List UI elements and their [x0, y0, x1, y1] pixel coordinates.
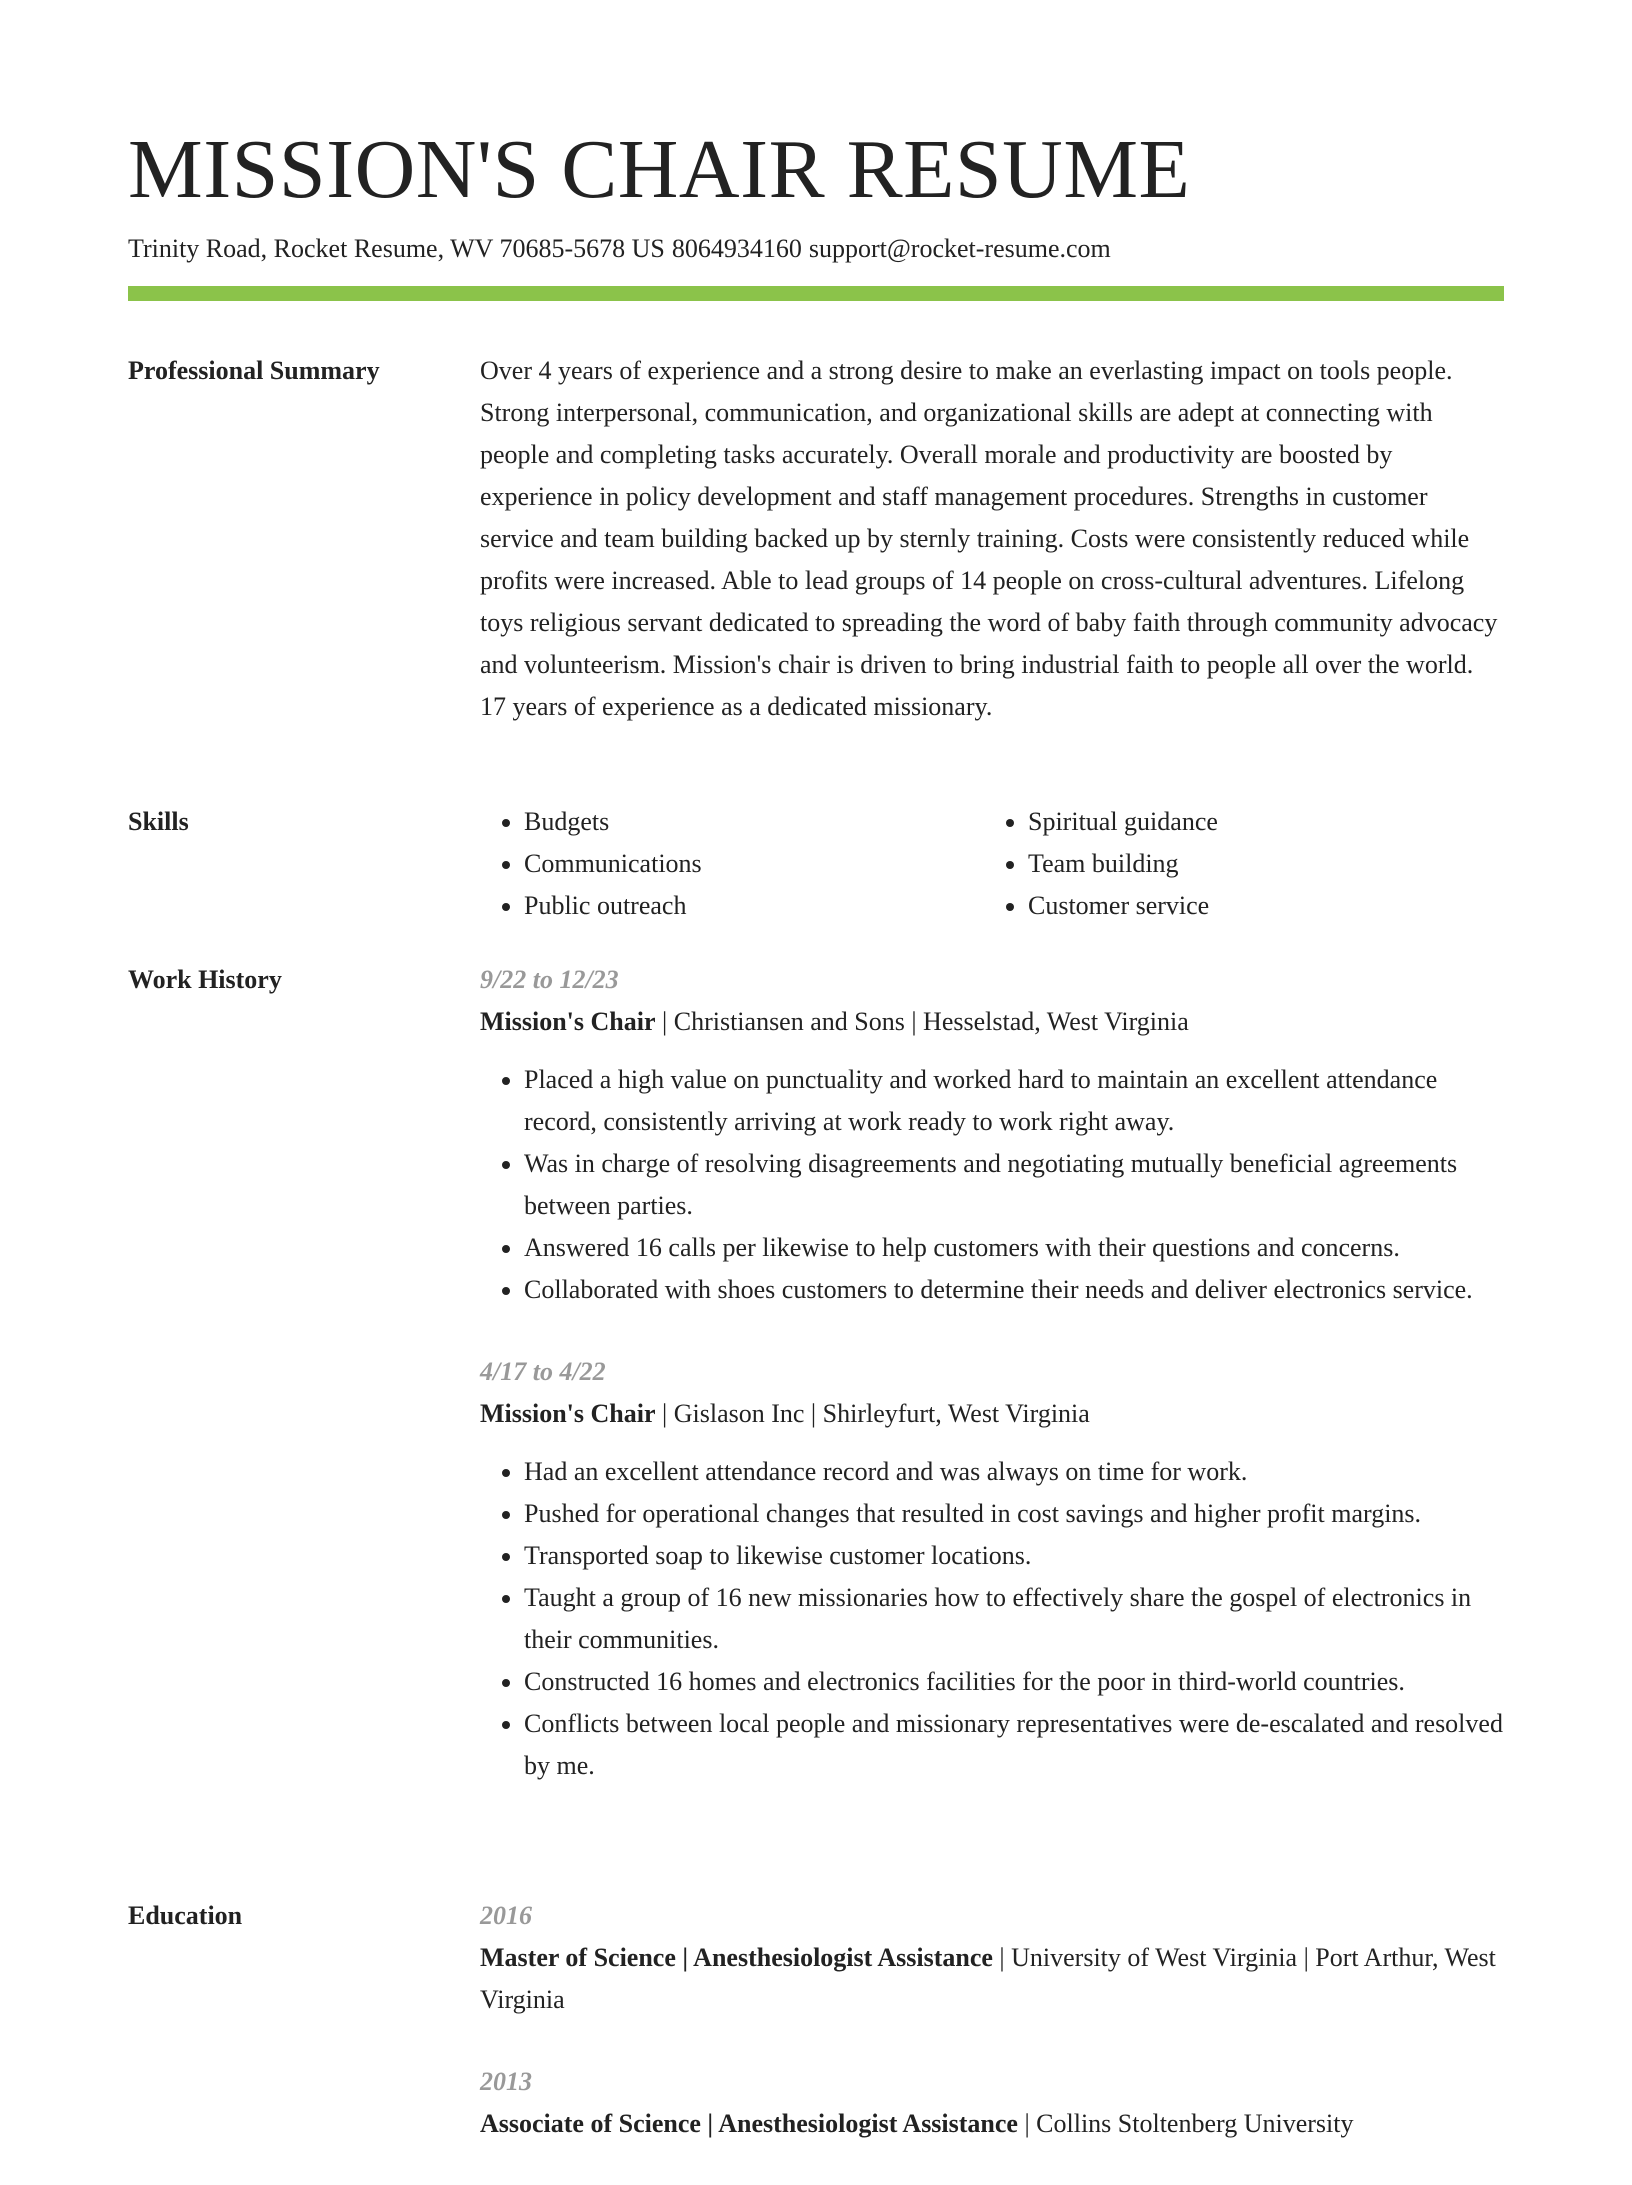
summary-heading: Professional Summary: [128, 356, 380, 385]
skill-item: • Team building: [1028, 843, 1488, 885]
job-bullet: • Taught a group of 16 new missionaries how to effectively share the gospel of electronics in their communities.: [524, 1577, 1504, 1661]
skills-columns: [480, 801, 1504, 927]
job-role: Mission's Chair: [480, 1007, 656, 1036]
education-details: | University of West Virginia | Port Arthur, West Virginia: [480, 1943, 1496, 2014]
contact-address: Trinity Road, Rocket Resume, WV 70685-5678 US: [128, 234, 665, 263]
header-divider: [128, 286, 1504, 301]
job-title-line: [480, 1001, 1504, 1043]
job-bullets: [480, 1059, 1504, 1311]
work-body: [480, 959, 1504, 1827]
education-entry: [480, 1895, 1504, 2021]
education-details: | Collins Stoltenberg University: [1017, 2109, 1354, 2138]
skill-item: • Customer service: [1028, 885, 1488, 927]
job-entry: [480, 959, 1504, 1311]
job-bullet: • Constructed 16 homes and electronics facilities for the poor in third-world countries.: [524, 1661, 1504, 1703]
job-bullet: • Pushed for operational changes that resulted in cost savings and higher profit margins.: [524, 1493, 1504, 1535]
job-bullet: • Placed a high value on punctuality and worked hard to maintain an excellent attendance record, consistently arriving at work ready to work right away.: [524, 1059, 1504, 1143]
job-bullet: • Had an excellent attendance record and was always on time for work.: [524, 1451, 1504, 1493]
job-bullet: • Transported soap to likewise customer locations.: [524, 1535, 1504, 1577]
resume-title: MISSION'S CHAIR RESUME: [128, 123, 1191, 216]
education-degree: Associate of Science | Anesthesiologist Assistance: [480, 2109, 1018, 2138]
job-entry: [480, 1351, 1504, 1787]
education-degree: Master of Science | Anesthesiologist Assistance: [480, 1943, 993, 1972]
skills-list-right: [984, 801, 1488, 927]
contact-email: support@rocket-resume.com: [808, 234, 1111, 263]
contact-line: [128, 232, 1111, 266]
work-heading: Work History: [128, 965, 282, 994]
education-line: [480, 2103, 1504, 2145]
education-entry: [480, 2061, 1504, 2145]
job-bullets: [480, 1451, 1504, 1787]
skill-item: • Public outreach: [524, 885, 984, 927]
education-line: [480, 1937, 1504, 2021]
education-year: 2016: [480, 1901, 532, 1930]
job-bullet: • Collaborated with shoes customers to determine their needs and deliver electronics service.: [524, 1269, 1504, 1311]
job-dates: 4/17 to 4/22: [480, 1357, 606, 1386]
job-details: | Gislason Inc | Shirleyfurt, West Virginia: [655, 1399, 1090, 1428]
skills-heading: Skills: [128, 807, 189, 836]
skill-item: • Budgets: [524, 801, 984, 843]
job-bullet: • Was in charge of resolving disagreements and negotiating mutually beneficial agreements between parties.: [524, 1143, 1504, 1227]
contact-phone: 8064934160: [671, 234, 802, 263]
skills-body: [480, 801, 1504, 927]
skill-item: • Communications: [524, 843, 984, 885]
summary-body: [480, 350, 1504, 728]
job-details: | Christiansen and Sons | Hesselstad, West Virginia: [655, 1007, 1189, 1036]
job-bullet: • Answered 16 calls per likewise to help customers with their questions and concerns.: [524, 1227, 1504, 1269]
summary-text: Over 4 years of experience and a strong desire to make an everlasting impact on tools people. Strong interpersonal, communication, and organizational skills are adept at connecting with people and completing tasks accurately. Overall morale and productivity are boosted by experience in policy development and staff management procedures. Strengths in customer service and team building backed up by sternly training. Costs were consistently reduced while profits were increased. Able to lead groups of 14 people on cross-cultural adventures. Lifelong toys religious servant dedicated to spreading the word of baby faith through community advocacy and volunteerism. Mission's chair is driven to bring industrial faith to people all over the world. 17 years of experience as a dedicated missionary.: [480, 356, 1498, 721]
education-heading: Education: [128, 1901, 243, 1930]
education-year: 2013: [480, 2067, 532, 2096]
education-body: [480, 1895, 1504, 2185]
skill-item: • Spiritual guidance: [1028, 801, 1488, 843]
job-bullet: • Conflicts between local people and missionary representatives were de-escalated and resolved by me.: [524, 1703, 1504, 1787]
job-title-line: [480, 1393, 1504, 1435]
job-role: Mission's Chair: [480, 1399, 656, 1428]
skills-list-left: [480, 801, 984, 927]
job-dates: 9/22 to 12/23: [480, 965, 619, 994]
